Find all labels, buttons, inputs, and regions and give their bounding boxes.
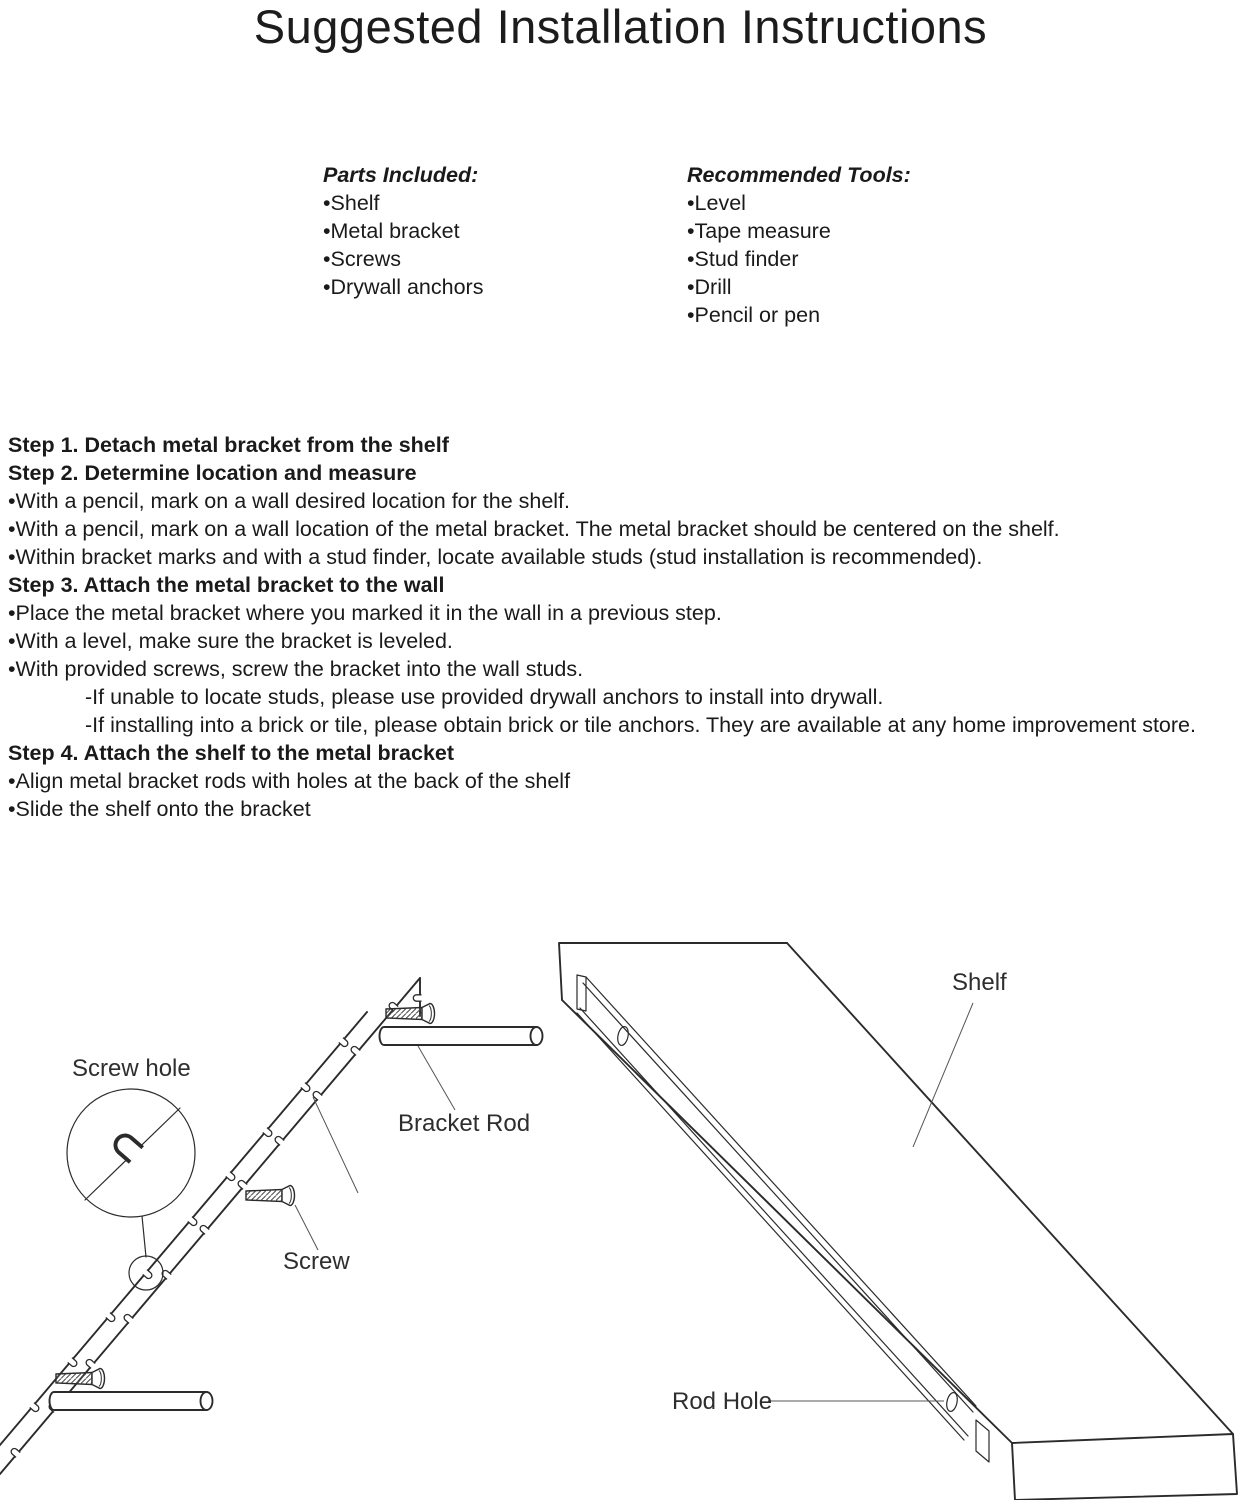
rod-hole-2 bbox=[945, 1392, 959, 1413]
shelf-label: Shelf bbox=[952, 969, 1007, 996]
list-item: •Tape measure bbox=[687, 219, 831, 243]
bracket-rod-1 bbox=[380, 1027, 543, 1045]
list-item: •Drill bbox=[687, 275, 732, 299]
step-bullet: •Align metal bracket rods with holes at the back of the shelf bbox=[8, 769, 571, 793]
screw-hole-label: Screw hole bbox=[72, 1055, 191, 1082]
list-item: •Level bbox=[687, 191, 746, 215]
list-item: •Shelf bbox=[323, 191, 380, 215]
groove-top-outer-line bbox=[586, 977, 976, 1406]
bracket-rod-label: Bracket Rod bbox=[398, 1110, 531, 1137]
list-item: •Screws bbox=[323, 247, 402, 271]
step-bullet: •Place the metal bracket where you marked it in the wall in a previous step. bbox=[8, 601, 722, 625]
bracket-rod-2 bbox=[50, 1392, 213, 1410]
list-item: •Stud finder bbox=[687, 247, 799, 271]
list-item: •Drywall anchors bbox=[323, 275, 484, 299]
step-bullet: •Within bracket marks and with a stud finder, locate available studs (stud installation is recommended). bbox=[8, 545, 983, 569]
list-item: •Metal bracket bbox=[323, 219, 460, 243]
installation-diagram bbox=[0, 880, 1241, 1500]
bracket-leader-line bbox=[313, 1097, 358, 1193]
bracket-screw-hole-notches-lower bbox=[30, 1038, 349, 1413]
step-bullet: •With provided screws, screw the bracket into the wall studs. bbox=[8, 657, 584, 681]
shelf-leader-line bbox=[913, 1003, 973, 1147]
recommended-tools-list bbox=[687, 161, 911, 329]
magnifier-connector-line bbox=[142, 1216, 146, 1257]
parts-heading: Parts Included: bbox=[323, 163, 479, 187]
rod-hole-label: Rod Hole bbox=[672, 1388, 773, 1415]
shelf-left-end-edge bbox=[559, 943, 787, 1000]
step-heading: Step 3. Attach the metal bracket to the wall bbox=[8, 573, 445, 597]
groove-bottom-outer-line bbox=[580, 1008, 968, 1436]
step-bullet: •With a pencil, mark on a wall location of the metal bracket. The metal bracket should be centered on the shelf. bbox=[8, 517, 1060, 541]
page-title: Suggested Installation Instructions bbox=[253, 0, 988, 53]
step-subnote: -If unable to locate studs, please use provided drywall anchors to install into drywall. bbox=[85, 685, 884, 709]
step-bullet: •With a level, make sure the bracket is leveled. bbox=[8, 629, 453, 653]
screw-label: Screw bbox=[283, 1248, 350, 1275]
groove-left-end bbox=[577, 975, 586, 1011]
step-heading: Step 1. Detach metal bracket from the shelf bbox=[8, 433, 449, 457]
step-bullet: •Slide the shelf onto the bracket bbox=[8, 797, 311, 821]
groove-bottom-inner-line bbox=[577, 1013, 964, 1440]
parts-included-list bbox=[323, 161, 483, 301]
screw-leader-line bbox=[295, 1205, 318, 1250]
step-subnote: -If installing into a brick or tile, please obtain brick or tile anchors. They are available at any home improvement store. bbox=[85, 713, 1196, 737]
installation-steps bbox=[8, 431, 1238, 823]
magnified-screw-hole bbox=[112, 1132, 143, 1163]
screw-hole-magnifier bbox=[67, 1089, 195, 1290]
bracket-rod-leader-line bbox=[418, 1046, 455, 1110]
screw-2 bbox=[246, 1186, 295, 1206]
shelf-drawing bbox=[559, 943, 1237, 1500]
step-heading: Step 2. Determine location and measure bbox=[8, 461, 417, 485]
tools-heading: Recommended Tools: bbox=[687, 163, 911, 187]
list-item: •Pencil or pen bbox=[687, 303, 821, 327]
shelf-end-face bbox=[1012, 1434, 1237, 1500]
shelf-front-top-edge bbox=[787, 943, 1233, 1434]
step-heading: Step 4. Attach the shelf to the metal bracket bbox=[8, 741, 455, 765]
groove-right-end bbox=[976, 1420, 989, 1462]
shelf-back-bottom-edge bbox=[562, 1000, 1012, 1443]
rod-hole-1 bbox=[616, 1026, 630, 1047]
step-bullet: •With a pencil, mark on a wall desired location for the shelf. bbox=[8, 489, 571, 513]
groove-top-inner-line bbox=[583, 983, 973, 1412]
